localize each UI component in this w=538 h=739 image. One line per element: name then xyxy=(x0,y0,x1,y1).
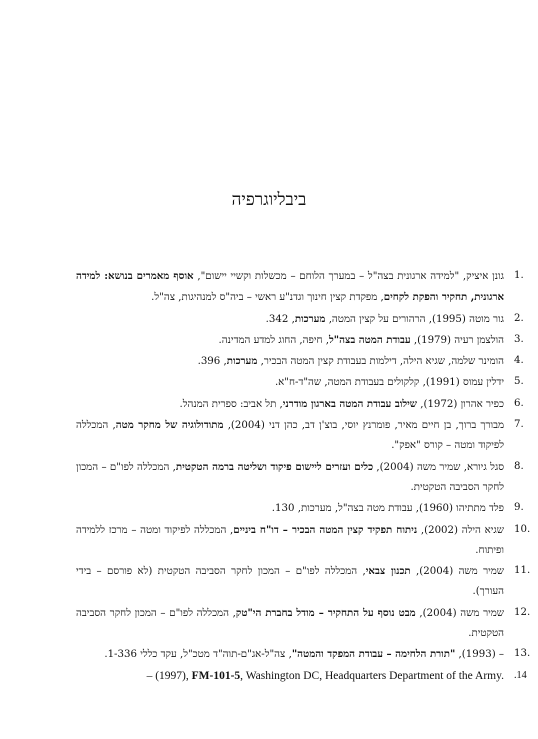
entry-text: פלד מתתיהו (1960), עבודת מטה בצה"ל, מערכות, 130. xyxy=(271,503,504,515)
bibliography-entry xyxy=(76,603,531,645)
entry-text-end: , המכללה לפיקוד ומטה – מרכז ללמידה ופיתוח. xyxy=(76,524,504,556)
bibliography-entry xyxy=(76,666,527,686)
entry-text: גונן איציק, "למידה ארגונית בצה"ל – במערך הלוחם – מכשלות וקשיי יישום", xyxy=(193,271,505,282)
entry-text-end: , צה"ל-אג"ם-תוה"ד מטכ"ל, עקד כללי 1-336. xyxy=(104,649,292,661)
entry-text: – (1997), xyxy=(146,669,192,682)
bibliography-entry xyxy=(76,266,524,309)
entry-text-end: , 342. xyxy=(265,313,295,325)
entry-text-end: , Washington DC, Headquarters Department of the Army. xyxy=(240,669,504,682)
entry-number: 11. xyxy=(514,565,531,577)
entry-text: ידלין עמוס (1991), קלקולים בעבודת המטה, שה"ד-ח"א. xyxy=(274,377,504,389)
bibliography-entry xyxy=(76,644,531,665)
entry-bold-title: אוסף מאמרים בנושא: למידה ארגונית, תחקיר והפקת לקחים xyxy=(76,270,504,304)
entry-text-end: , המכללה לפיקוד ומטה – קורס "אפק". xyxy=(76,420,504,452)
entry-bold-title: מערכות xyxy=(226,355,258,368)
entry-number: 3. xyxy=(514,333,524,345)
entry-text: שמיר משה (2004), xyxy=(415,607,504,619)
entry-bold-title: תכנון צבאי xyxy=(365,565,411,578)
entry-number: 12. xyxy=(514,606,531,618)
bibliography-entry xyxy=(76,394,524,415)
entry-number: 6. xyxy=(514,397,524,409)
entry-text: הומינר שלמה, שגיא הילה, דילמות בעבודת קצין המטה הבכיר, xyxy=(257,356,504,368)
entry-text: שגיא הילה (2002), xyxy=(417,524,504,536)
entry-number: 4. xyxy=(514,355,524,367)
page-title: ביבליוגרפיה xyxy=(231,190,307,210)
bibliography-entry xyxy=(76,457,524,499)
entry-bold-title: מערכות xyxy=(294,312,326,325)
entry-text: שמיר משה (2004), xyxy=(410,566,505,578)
entry-text-end: , המכללה לפו"ם – המכון לחקר הסביבה הטקטית. xyxy=(76,461,504,493)
bibliography-entry xyxy=(76,520,531,562)
entry-number: .14 xyxy=(514,669,527,681)
bibliography-entry xyxy=(76,415,524,457)
entry-text-end: , המכללה לפו"ם – המכון לחקר הסביבה הטקטית. xyxy=(76,607,504,640)
entry-bold-title: "תורת הלחימה – עבודת המפקד והמטה" xyxy=(291,648,456,661)
entry-bold-title: עבודת המטה בצה"ל xyxy=(329,333,411,346)
entry-bold-title: FM-101-5 xyxy=(191,669,241,682)
entry-text: הולצמן רעיה (1979), xyxy=(410,334,504,346)
bibliography-list xyxy=(76,266,531,686)
entry-bold-title: ניתוח תפקיד קצין המטה הבכיר – דו"ח ביניים xyxy=(233,523,418,536)
bibliography-entry xyxy=(76,309,524,330)
entry-text-end: , תל אביב: ספרית המנהל. xyxy=(179,398,283,410)
entry-bold-title: כלים ועזרים ליישום פיקוד ושליטה ברמה הטקטית xyxy=(175,460,374,473)
bibliography-entry xyxy=(76,372,524,393)
entry-text-end: , 396. xyxy=(197,356,227,368)
entry-text: – (1993), xyxy=(455,649,504,661)
entry-bold-title: מתודולוגיה של מחקר מטה xyxy=(115,419,224,432)
entry-number: 7. xyxy=(514,419,524,431)
entry-text: מבורך ברוך, בן חיים מאיר, פומרנץ יוסי, בוצ'ן דב, כהן דני (2004), xyxy=(223,420,505,432)
entry-english-text xyxy=(147,670,504,682)
entry-text: כפיר אהרון (1972), xyxy=(416,398,504,410)
entry-number: 10. xyxy=(514,523,531,535)
entry-bold-title: מבט נוסף על התחקיר – מודל בחברת הי"טק xyxy=(235,606,416,619)
entry-text-end: , המכללה לפו"ם – המכון לחקר הסביבה הטקטית (לא פורסם – בידי העורך). xyxy=(76,566,504,598)
entry-text: סגל גיורא, שמיר משה (2004), xyxy=(373,461,505,473)
entry-number: 8. xyxy=(514,460,524,472)
bibliography-entry xyxy=(76,351,524,372)
entry-number: 9. xyxy=(514,502,524,514)
bibliography-entry xyxy=(76,561,531,603)
entry-number: 1. xyxy=(514,270,524,281)
bibliography-entry xyxy=(76,330,524,351)
entry-text: גור מוטה (1995), הרהורים על קצין המטה, xyxy=(325,313,504,325)
bibliography-entry xyxy=(76,498,524,519)
entry-bold-title: שילוב עבודת המטה בארגון מודרני xyxy=(282,397,417,410)
entry-number: 13. xyxy=(514,648,531,660)
entry-number: 5. xyxy=(514,376,524,388)
entry-text-end: , חיפה, החוג למדע המדינה. xyxy=(218,334,330,346)
entry-number: 2. xyxy=(514,312,524,324)
entry-text-end: , מפקדת קצין חינוך וגדנ"ע ראשי – ביה"ס למנהיגות, צה"ל. xyxy=(151,292,384,304)
